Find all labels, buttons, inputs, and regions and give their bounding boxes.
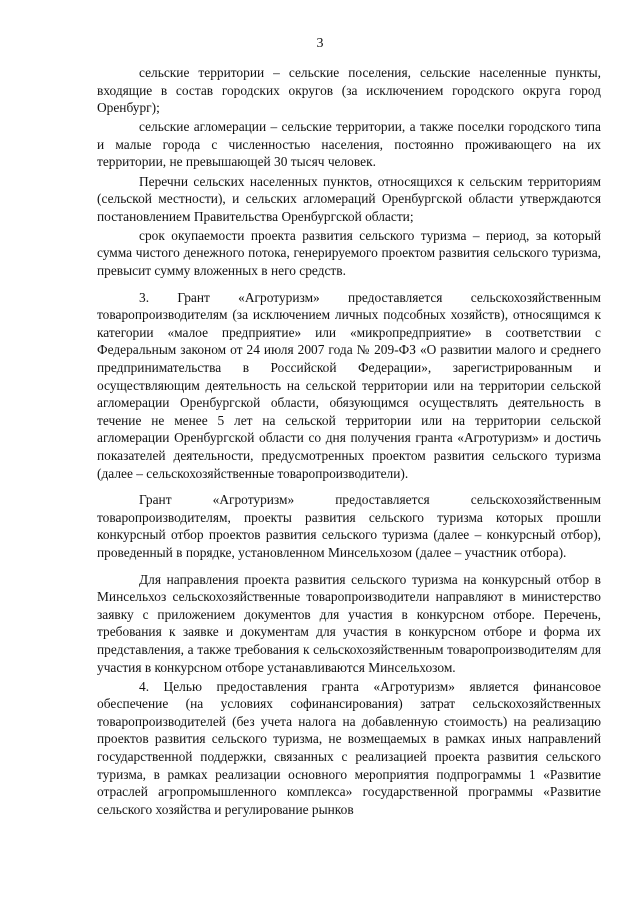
paragraph-rural-territories: сельские территории – сельские поселения, сельские населенные пункты, входящие в состав городских округов (за исключением городского округа город Оренбург); bbox=[97, 65, 601, 116]
paragraph-grant-selection: Грант «Агротуризм» предоставляется сельскохозяйственным товаропроизводителям, проекты развития сельского туризма которых прошли конкурсный отбор проектов развития сельского туризма (далее – конкурсный отбор), проведенный в порядке, установленном Минсельхозом (далее – участник отбора). bbox=[97, 492, 601, 560]
paragraph-application: Для направления проекта развития сельского туризма на конкурсный отбор в Минсельхоз сельскохозяйственные товаропроизводители направляют в министерство заявку с приложением документов для участия в конкурсном отборе. Перечень, требования к заявке и документам для участия в конкурсном отборе и форма их представления, а также требования к сельскохозяйственным товаропроизводителям для участия в конкурсном отборе устанавливаются Минсельхозом. bbox=[97, 571, 601, 675]
document-body bbox=[97, 64, 601, 820]
paragraph-payback-period: срок окупаемости проекта развития сельского туризма – период, за который сумма чистого денежного потока, генерируемого проектом развития сельского туризма, превысит сумму вложенных в него средств. bbox=[97, 227, 601, 279]
paragraph-item-4: 4. Целью предоставления гранта «Агротуризм» является финансовое обеспечение (на условиях софинансирования) затрат сельскохозяйственных товаропроизводителей (без учета налога на добавленную стоимость) на реализацию проектов развития сельского туризма, не возмещаемых в рамках иных направлений государственной поддержки, связанных с реализацией проекта развития сельского туризма, в рамках реализации основного мероприятия подпрограммы 1 «Развитие отраслей агропромышленного комплекса» государственной программы «Развитие сельского хозяйства и регулирование рынков bbox=[97, 678, 601, 817]
page-number: 3 bbox=[316, 36, 324, 51]
paragraph-item-3: 3. Грант «Агротуризм» предоставляется сельскохозяйственным товаропроизводителям (за исключением личных подсобных хозяйств), относящимся к категории «малое предприятие» или «микропредприятие» в соответствии с Федеральным законом от 24 июля 2007 года № 209-ФЗ «О развитии малого и среднего предпринимательства в Российской Федерации», зарегистрированным и осуществляющим деятельность на сельской территории или на территории сельской агломерации Оренбургской области, обязующимся осуществлять деятельность в течение не менее 5 лет на сельской территории или на территории сельской агломерации Оренбургской области со дня получения гранта «Агротуризм» и достичь показателей деятельности, предусмотренных проектом развития сельского туризма (далее – сельскохозяйственные товаропроизводители). bbox=[97, 289, 601, 481]
paragraph-rural-agglomerations: сельские агломерации – сельские территории, а также поселки городского типа и малые города с численностью населения, постоянно проживающего на их территории, не превышающей 30 тысяч человек. bbox=[97, 119, 601, 170]
paragraph-settlement-lists: Перечни сельских населенных пунктов, относящихся к сельским территориям (сельской местности), и сельских агломераций Оренбургской области утверждаются постановлением Правительства Оренбургской области; bbox=[97, 173, 601, 224]
